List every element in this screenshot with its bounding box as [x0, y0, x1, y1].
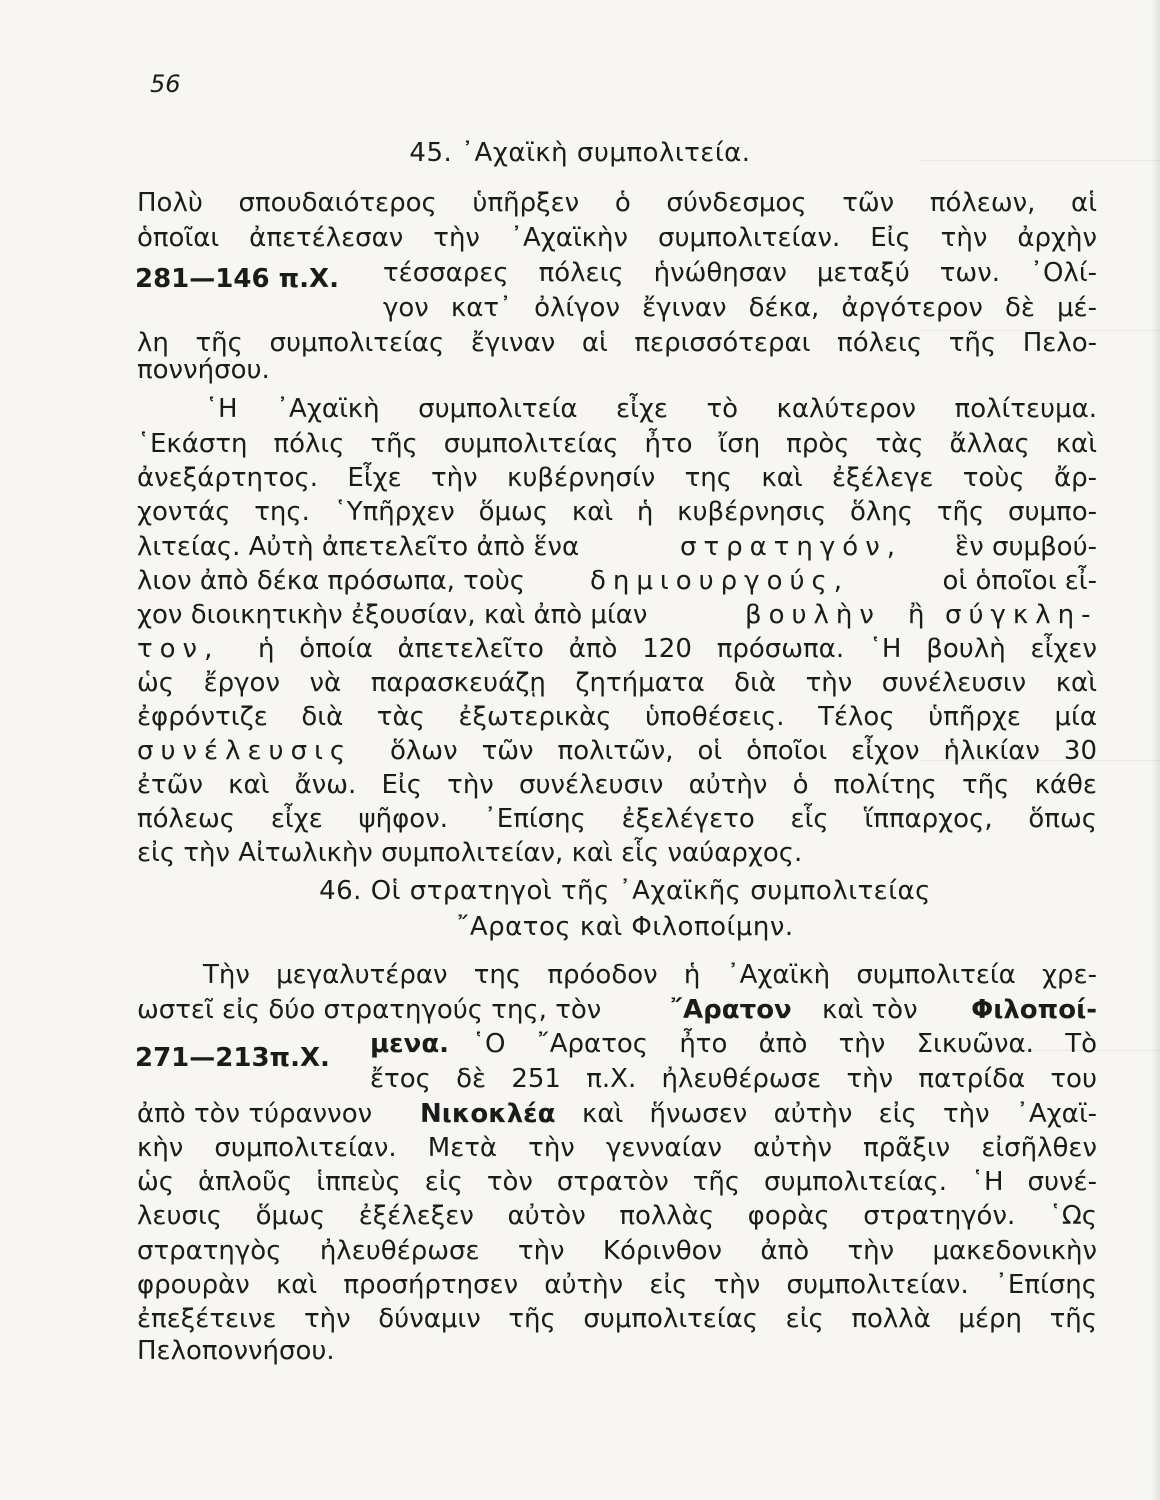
name-philopoimen: Φιλοποί-: [971, 995, 1097, 1025]
text-line: ῾Εκάστη πόλις τῆς συμπολιτείας ἦτο ἴση πρὸς τὰς ἄλλας καὶ: [137, 429, 1097, 459]
text-line: ἡ ὁποία ἀπετελεῖτο ἀπὸ 120 πρόσωπα. ῾Η βουλὴ εἶχεν: [258, 634, 1097, 664]
page-edge-shadow: [1150, 0, 1160, 1500]
text-line: ἐφρόντιζε διὰ τὰς ἐξωτερικὰς ὑποθέσεις. Τέλος ὑπῆρχε μία: [137, 702, 1097, 732]
spaced-term-demiourgoi: δημιουργούς,: [590, 566, 850, 596]
section-46-subtitle: ῎Αρατος καὶ Φιλοποίμην.: [456, 912, 794, 942]
text-line: φρουρὰν καὶ προσήρτησεν αὐτὴν εἰς τὴν συμπολιτείαν. ᾿Επίσης: [137, 1270, 1097, 1300]
margin-date: 271—213π.Χ.: [135, 1043, 330, 1073]
text-line: κὴν συμπολιτείαν. Μετὰ τὴν γενναίαν αὐτὴν πρᾶξιν εἰσῆλθεν: [137, 1133, 1097, 1163]
name-nikokles: Νικοκλέα: [420, 1099, 556, 1129]
text-line: ἀπὸ τὸν τύραννον: [137, 1099, 373, 1129]
text-line: ὡς ἔργον νὰ παρασκευάζῃ ζητήματα διὰ τὴν συνέλευσιν καὶ: [137, 668, 1097, 698]
text-line: πόλεως εἶχε ψῆφον. ᾿Επίσης ἐξελέγετο εἷς ἵππαρχος, ὅπως: [137, 804, 1097, 834]
margin-date: 281—146 π.Χ.: [135, 264, 339, 294]
text-line: λευσις ὅμως ἐξέλεξεν αὐτὸν πολλὰς φορὰς στρατηγόν. ῾Ως: [137, 1201, 1097, 1231]
text-line: στρατηγὸς ἠλευθέρωσε τὴν Κόρινθον ἀπὸ τὴν μακεδονικὴν: [137, 1236, 1097, 1266]
text-line: ῾Ο ῎Αρατος ἦτο ἀπὸ τὴν Σικυῶνα. Τὸ: [472, 1029, 1097, 1059]
text-line: εἰς τὴν Αἰτωλικὴν συμπολιτείαν, καὶ εἷς ναύαρχος.: [137, 838, 803, 868]
text-line: ποννήσου.: [137, 355, 270, 385]
text-line: οἱ ὁποῖοι εἶ-: [942, 566, 1097, 596]
spaced-term-synelefsis: συνέλευσις: [137, 736, 353, 766]
spaced-term-synkletos-end: τον,: [137, 634, 220, 664]
text-line: ὅλων τῶν πολιτῶν, οἱ ὁποῖοι εἶχον ἡλικίαν 30: [390, 736, 1097, 766]
text-line: τέσσαρες πόλεις ἡνώθησαν μεταξύ των. ᾿Ολί-: [383, 258, 1097, 288]
text-line: ἓν συμβού-: [955, 532, 1097, 562]
text-line: καὶ τὸν: [822, 995, 918, 1025]
section-46-title: 46. Οἱ στρατηγοὶ τῆς ᾿Αχαϊκῆς συμπολιτείας: [319, 876, 931, 906]
text-line: ωστεῖ εἰς δύο στρατηγούς της, τὸν: [137, 995, 602, 1025]
text-line: Τὴν μεγαλυτέραν της πρόοδον ἡ ᾿Αχαϊκὴ συμπολιτεία χρε-: [203, 960, 1097, 990]
text-line: ὡς ἁπλοῦς ἱππεὺς εἰς τὸν στρατὸν τῆς συμπολιτείας. ῾Η συνέ-: [137, 1167, 1097, 1197]
spaced-term-synkletos: σύγκλη-: [945, 600, 1098, 630]
name-aratos: ῎Αρατον: [670, 995, 792, 1025]
text-line: λη τῆς συμπολιτείας ἔγιναν αἱ περισσότεραι πόλεις τῆς Πελο-: [137, 328, 1097, 358]
text-line: ἀνεξάρτητος. Εἶχε τὴν κυβέρνησίν της καὶ ἐξέλεγε τοὺς ἄρ-: [137, 463, 1097, 493]
text-line: Πολὺ σπουδαιότερος ὑπῆρξεν ὁ σύνδεσμος τῶν πόλεων, αἱ: [137, 188, 1097, 218]
text-line: λιον ἀπὸ δέκα πρόσωπα, τοὺς: [137, 566, 526, 596]
text-line: ἐπεξέτεινε τὴν δύναμιν τῆς συμπολιτείας εἰς πολλὰ μέρη τῆς: [137, 1304, 1097, 1334]
page-number: 56: [150, 70, 181, 98]
text-line: ἢ: [908, 600, 925, 630]
text-line: ῾Η ᾿Αχαϊκὴ συμπολιτεία εἶχε τὸ καλύτερον πολίτευμα.: [205, 394, 1097, 424]
text-line: Πελοποννήσου.: [137, 1336, 335, 1366]
text-line: χον διοικητικὴν ἐξουσίαν, καὶ ἀπὸ μίαν: [137, 600, 648, 630]
text-line: λιτείας. Αὐτὴ ἀπετελεῖτο ἀπὸ ἕνα: [137, 532, 580, 562]
text-line: γον κατ᾿ ὀλίγον ἔγιναν δέκα, ἀργότερον δὲ μέ-: [383, 293, 1097, 323]
text-line: καὶ ἥνωσεν αὐτὴν εἰς τὴν ᾿Αχαϊ-: [582, 1099, 1097, 1129]
spaced-term-boule: βουλὴν: [745, 600, 881, 630]
text-line: ἔτος δὲ 251 π.Χ. ἠλευθέρωσε τὴν πατρίδα του: [370, 1064, 1097, 1094]
section-45-title: 45. ᾿Αχαϊκὴ συμπολιτεία.: [409, 138, 751, 168]
name-philopoimen-end: μενα.: [370, 1029, 450, 1059]
spaced-term-strategos: στρατηγόν,: [680, 532, 902, 562]
text-line: χοντάς της. ῾Υπῆρχεν ὅμως καὶ ἡ κυβέρνησις ὅλης τῆς συμπο-: [137, 497, 1097, 527]
text-line: ὁποῖαι ἀπετέλεσαν τὴν ᾿Αχαϊκὴν συμπολιτείαν. Εἰς τὴν ἀρχὴν: [137, 223, 1097, 253]
text-line: ἐτῶν καὶ ἄνω. Εἰς τὴν συνέλευσιν αὐτὴν ὁ πολίτης τῆς κάθε: [137, 770, 1097, 800]
